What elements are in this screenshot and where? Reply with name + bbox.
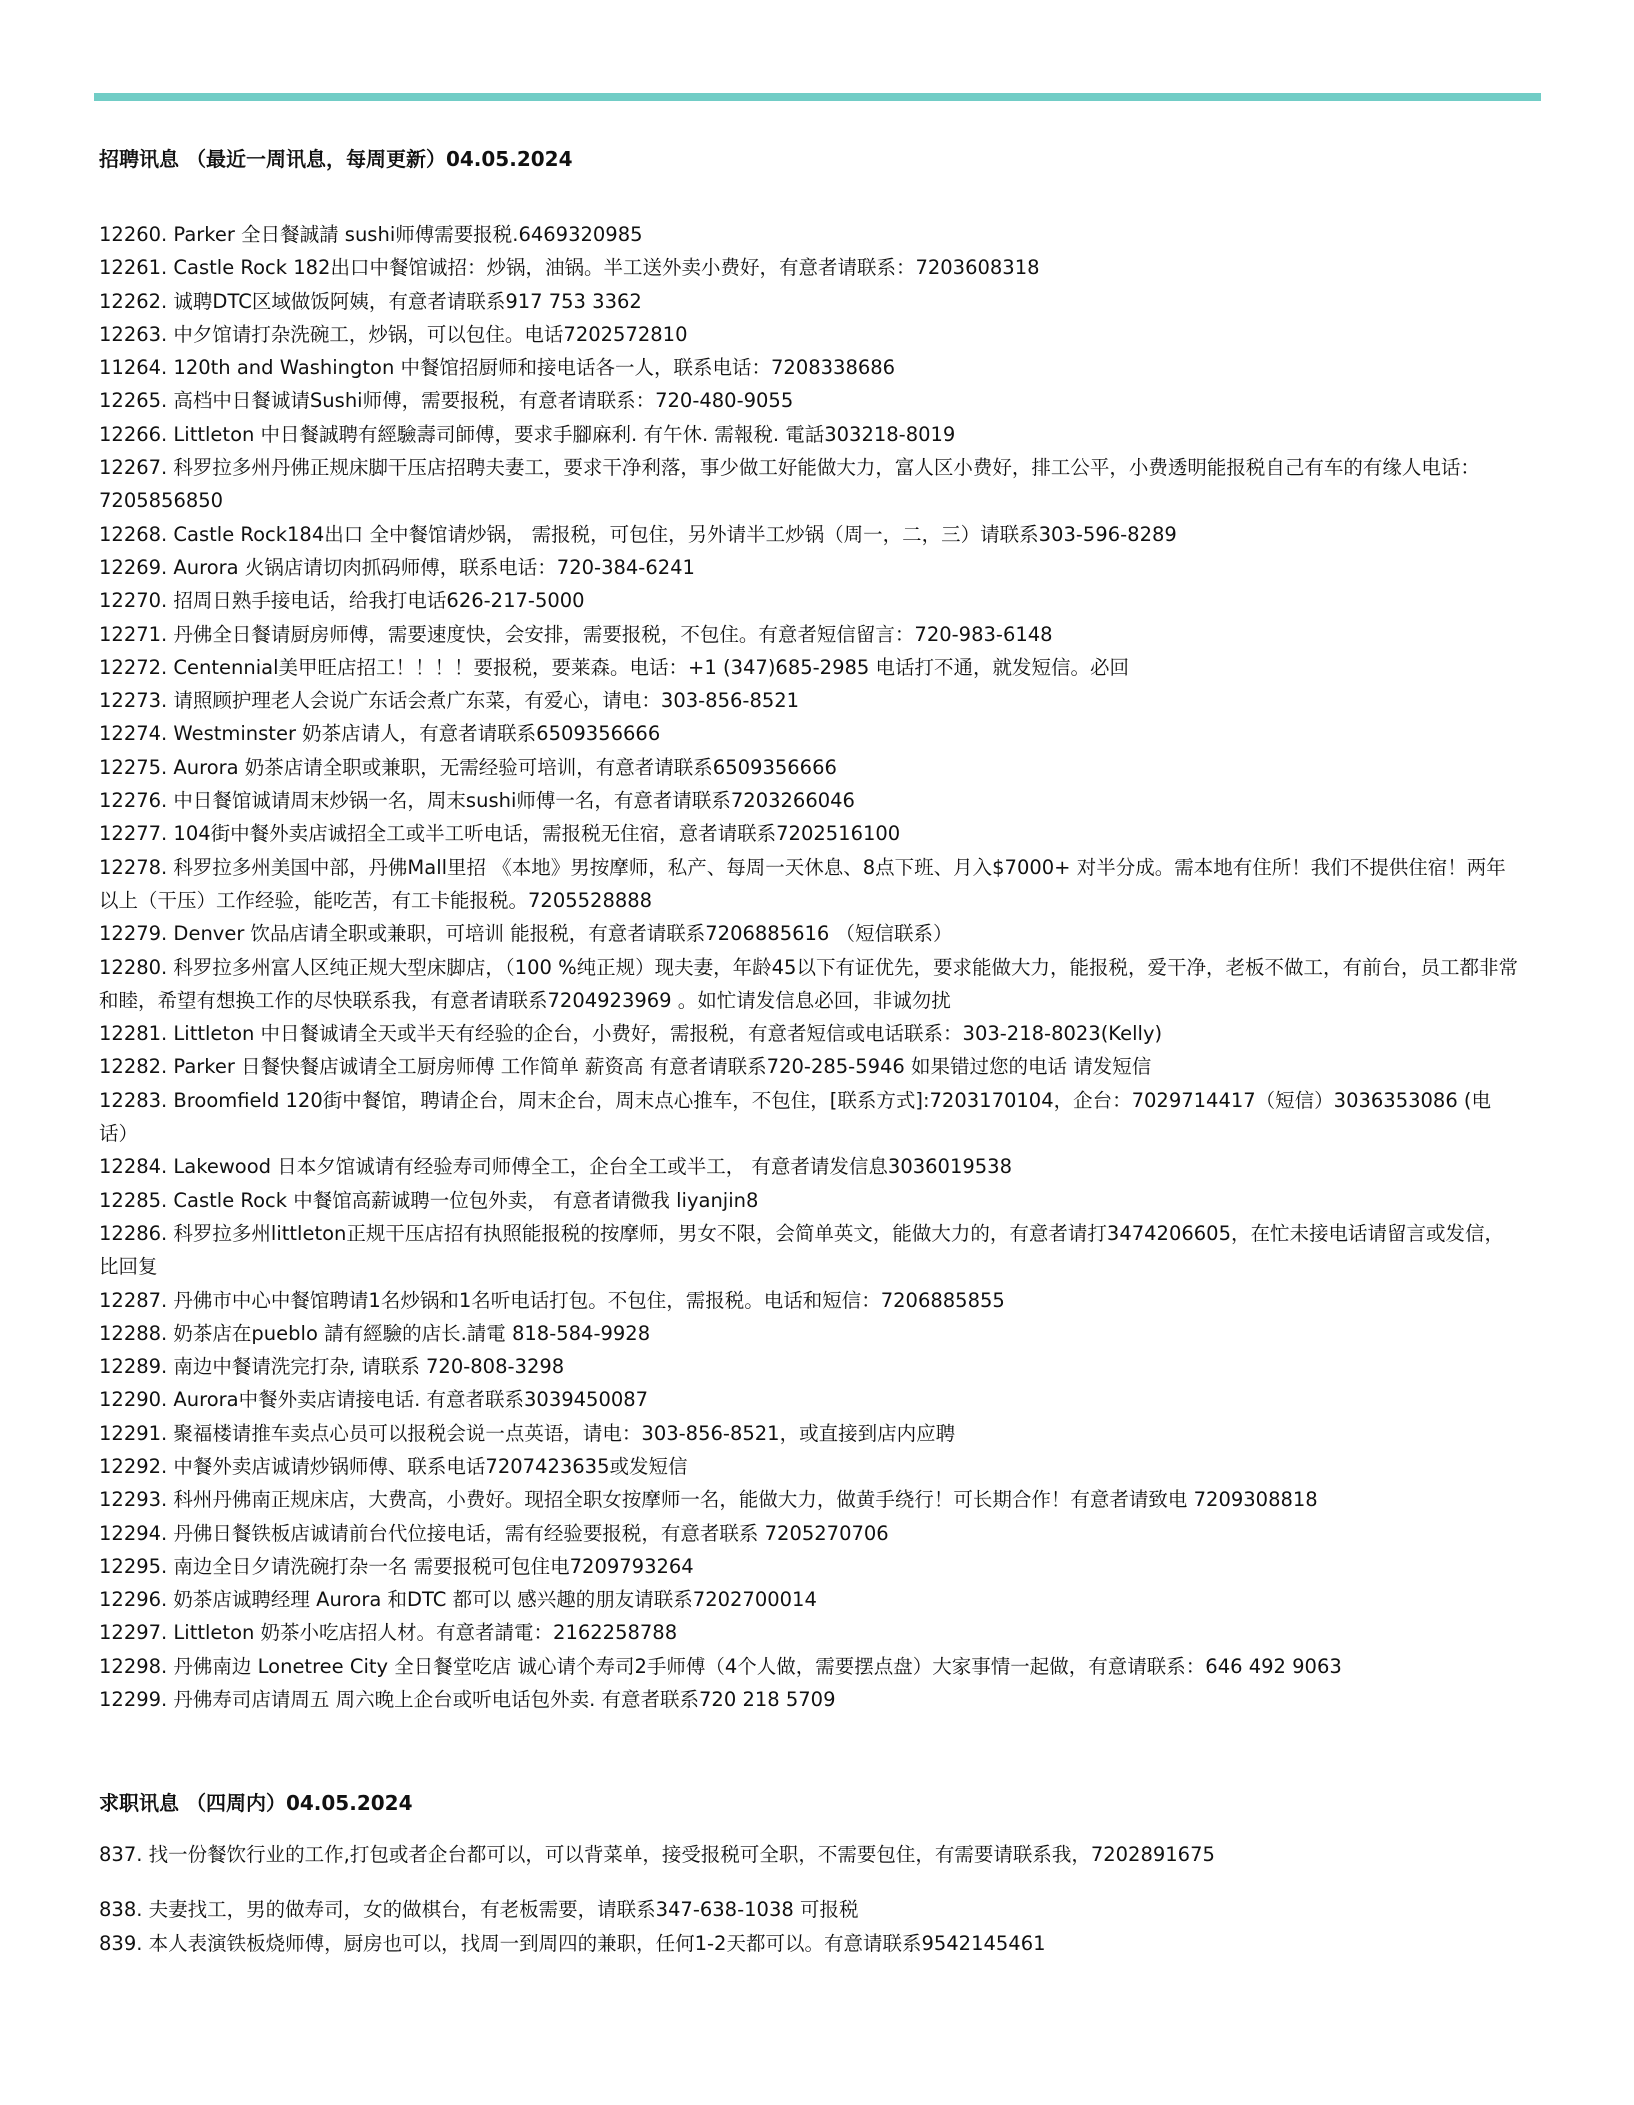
seeking-list	[99, 1838, 1519, 1960]
list-item: 839. 本人表演铁板烧师傅，厨房也可以，找周一到周四的兼职，任何1-2天都可以。有意请联系9542145461	[99, 1931, 1046, 1955]
hiring-section	[99, 146, 1519, 1716]
list-item: 12288. 奶茶店在pueblo 請有經驗的店长.請電 818-584-9928	[99, 1321, 651, 1345]
list-item: 12267. 科罗拉多州丹佛正规床脚干压店招聘夫妻工，要求干净利落，事少做工好能做大力，富人区小费好，排工公平，小费透明能报税自己有车的有缘人电话：7205856850	[99, 456, 1480, 513]
list-item: 12278. 科罗拉多州美国中部，丹佛Mall里招 《本地》男按摩师，私产、每周一天休息、8点下班、月入$7000+ 对半分成。需本地有住所！我们不提供住宿！两年以上（干压）工作经验，能吃苦，有工卡能报税。7205528888	[99, 855, 1506, 912]
seeking-heading: 求职讯息 （四周内）04.05.2024	[99, 1791, 413, 1815]
list-item: 12294. 丹佛日餐铁板店诚请前台代位接电话，需有经验要报税，有意者联系 7205270706	[99, 1521, 889, 1545]
list-item: 12261. Castle Rock 182出口中餐馆诚招：炒锅，油锅。半工送外卖小费好，有意者请联系：7203608318	[99, 256, 1040, 280]
list-item: 12285. Castle Rock 中餐馆高薪诚聘一位包外卖， 有意者请微我 liyanjin8	[99, 1188, 759, 1212]
list-item: 12263. 中夕馆请打杂洗碗工，炒锅，可以包住。电话7202572810	[99, 322, 688, 346]
list-item: 12260. Parker 全日餐誠請 sushi师傅需要报税.6469320985	[99, 223, 643, 246]
hiring-list	[99, 218, 1519, 1716]
list-item: 12266. Littleton 中日餐誠聘有經驗壽司師傅，要求手腳麻利. 有午休. 需報稅. 電話303218-8019	[99, 422, 956, 446]
list-item: 12283. Broomfield 120街中餐馆，聘请企台，周末企台，周末点心推车，不包住，[联系方式]:7203170104，企台：7029714417（短信）3036353086 (电话）	[99, 1088, 1492, 1146]
list-item: 12291. 聚福楼请推车卖点心员可以报税会说一点英语，请电：303-856-8521，或直接到店内应聘	[99, 1421, 956, 1445]
seeking-section	[99, 1790, 1519, 1960]
list-item: 12289. 南边中餐请洗完打杂, 请联系 720-808-3298	[99, 1355, 565, 1379]
list-item: 12273. 请照顾护理老人会说广东话会煮广东菜，有爱心，请电：303-856-8521	[99, 689, 800, 713]
list-item: 12284. Lakewood 日本夕馆诚请有经验寿司师傅全工，企台全工或半工， 有意者请发信息3036019538	[99, 1155, 1012, 1179]
list-item: 12277. 104街中餐外卖店诚招全工或半工听电话，需报税无住宿，意者请联系7202516100	[99, 822, 901, 846]
list-item: 12286. 科罗拉多州littleton正规干压店招有执照能报税的按摩师，男女不限，会简单英文，能做大力的，有意者请打3474206605，在忙未接电话请留言或发信，比回复	[99, 1221, 1504, 1279]
list-item: 12274. Westminster 奶茶店请人，有意者请联系6509356666	[99, 722, 661, 746]
list-item: 12292. 中餐外卖店诚请炒锅师傅、联系电话7207423635或发短信	[99, 1454, 688, 1478]
list-item: 12275. Aurora 奶茶店请全职或兼职，无需经验可培训，有意者请联系6509356666	[99, 755, 837, 779]
list-item: 12271. 丹佛全日餐请厨房师傅，需要速度快，会安排，需要报税，不包住。有意者短信留言：720-983-6148	[99, 622, 1053, 646]
list-item: 12270. 招周日熟手接电话，给我打电话626-217-5000	[99, 589, 585, 613]
list-item: 838. 夫妻找工，男的做寿司，女的做棋台，有老板需要，请联系347-638-1038 可报税	[99, 1898, 859, 1922]
list-item: 12268. Castle Rock184出口 全中餐馆请炒锅， 需报税，可包住，另外请半工炒锅（周一，二，三）请联系303-596-8289	[99, 522, 1177, 546]
list-item: 12280. 科罗拉多州富人区纯正规大型床脚店，（100 %纯正规）现夫妻，年龄45以下有证优先，要求能做大力，能报税，爱干净，老板不做工，有前台，员工都非常和睦，希望有想换工作的尽快联系我，有意者请联系7204923969 。如忙请发信息必回，非诚勿扰	[99, 955, 1518, 1012]
list-item: 12290. Aurora中餐外卖店请接电话. 有意者联系3039450087	[99, 1388, 649, 1412]
list-item: 12295. 南边全日夕请洗碗打杂一名 需要报税可包住电7209793264	[99, 1554, 694, 1578]
hiring-heading: 招聘讯息 （最近一周讯息，每周更新）04.05.2024	[99, 147, 573, 171]
list-item: 12299. 丹佛寿司店请周五 周六晚上企台或听电话包外卖. 有意者联系720 218 5709	[99, 1688, 836, 1712]
list-item: 12269. Aurora 火锅店请切肉抓码师傅，联系电话：720-384-6241	[99, 555, 695, 579]
list-item: 11264. 120th and Washington 中餐馆招厨师和接电话各一人，联系电话：7208338686	[99, 356, 896, 380]
list-item: 12265. 高档中日餐诚请Sushi师傅，需要报税，有意者请联系：720-480-9055	[99, 389, 794, 413]
list-item: 12282. Parker 日餐快餐店诚请全工厨房师傅 工作简单 薪资高 有意者请联系720-285-5946 如果错过您的电话 请发短信	[99, 1055, 1152, 1079]
list-item: 12287. 丹佛市中心中餐馆聘请1名炒锅和1名听电话打包。不包住，需报税。电话和短信：7206885855	[99, 1288, 1005, 1312]
list-item: 12279. Denver 饮品店请全职或兼职，可培训 能报税，有意者请联系7206885616 （短信联系）	[99, 922, 953, 946]
list-item: 12298. 丹佛南边 Lonetree City 全日餐堂吃店 诚心请个寿司2手师傅（4个人做，需要摆点盘）大家事情一起做，有意请联系：646 492 9063	[99, 1654, 1342, 1678]
list-item: 837. 找一份餐饮行业的工作,打包或者企台都可以，可以背菜单，接受报税可全职，不需要包住，有需要请联系我，7202891675	[99, 1843, 1215, 1866]
list-item: 12272. Centennial美甲旺店招工！！！！要报税，要莱森。电话：+1 (347)685-2985 电话打不通，就发短信。必回	[99, 655, 1130, 679]
list-item: 12297. Littleton 奶茶小吃店招人材。有意者請電：2162258788	[99, 1621, 678, 1645]
list-item: 12276. 中日餐馆诚请周末炒锅一名，周末sushi师傅一名，有意者请联系7203266046	[99, 789, 855, 813]
list-item: 12281. Littleton 中日餐诚请全天或半天有经验的企台，小费好，需报税，有意者短信或电话联系：303-218-8023(Kelly)	[99, 1022, 1163, 1046]
list-item: 12293. 科州丹佛南正规床店，大费高，小费好。现招全职女按摩师一名，能做大力，做黄手绕行！可长期合作！有意者请致电 7209308818	[99, 1488, 1318, 1512]
list-item: 12296. 奶茶店诚聘经理 Aurora 和DTC 都可以 感兴趣的朋友请联系7202700014	[99, 1588, 817, 1612]
list-item: 12262. 诚聘DTC区域做饭阿姨，有意者请联系917 753 3362	[99, 289, 642, 313]
top-accent-bar	[94, 93, 1541, 101]
